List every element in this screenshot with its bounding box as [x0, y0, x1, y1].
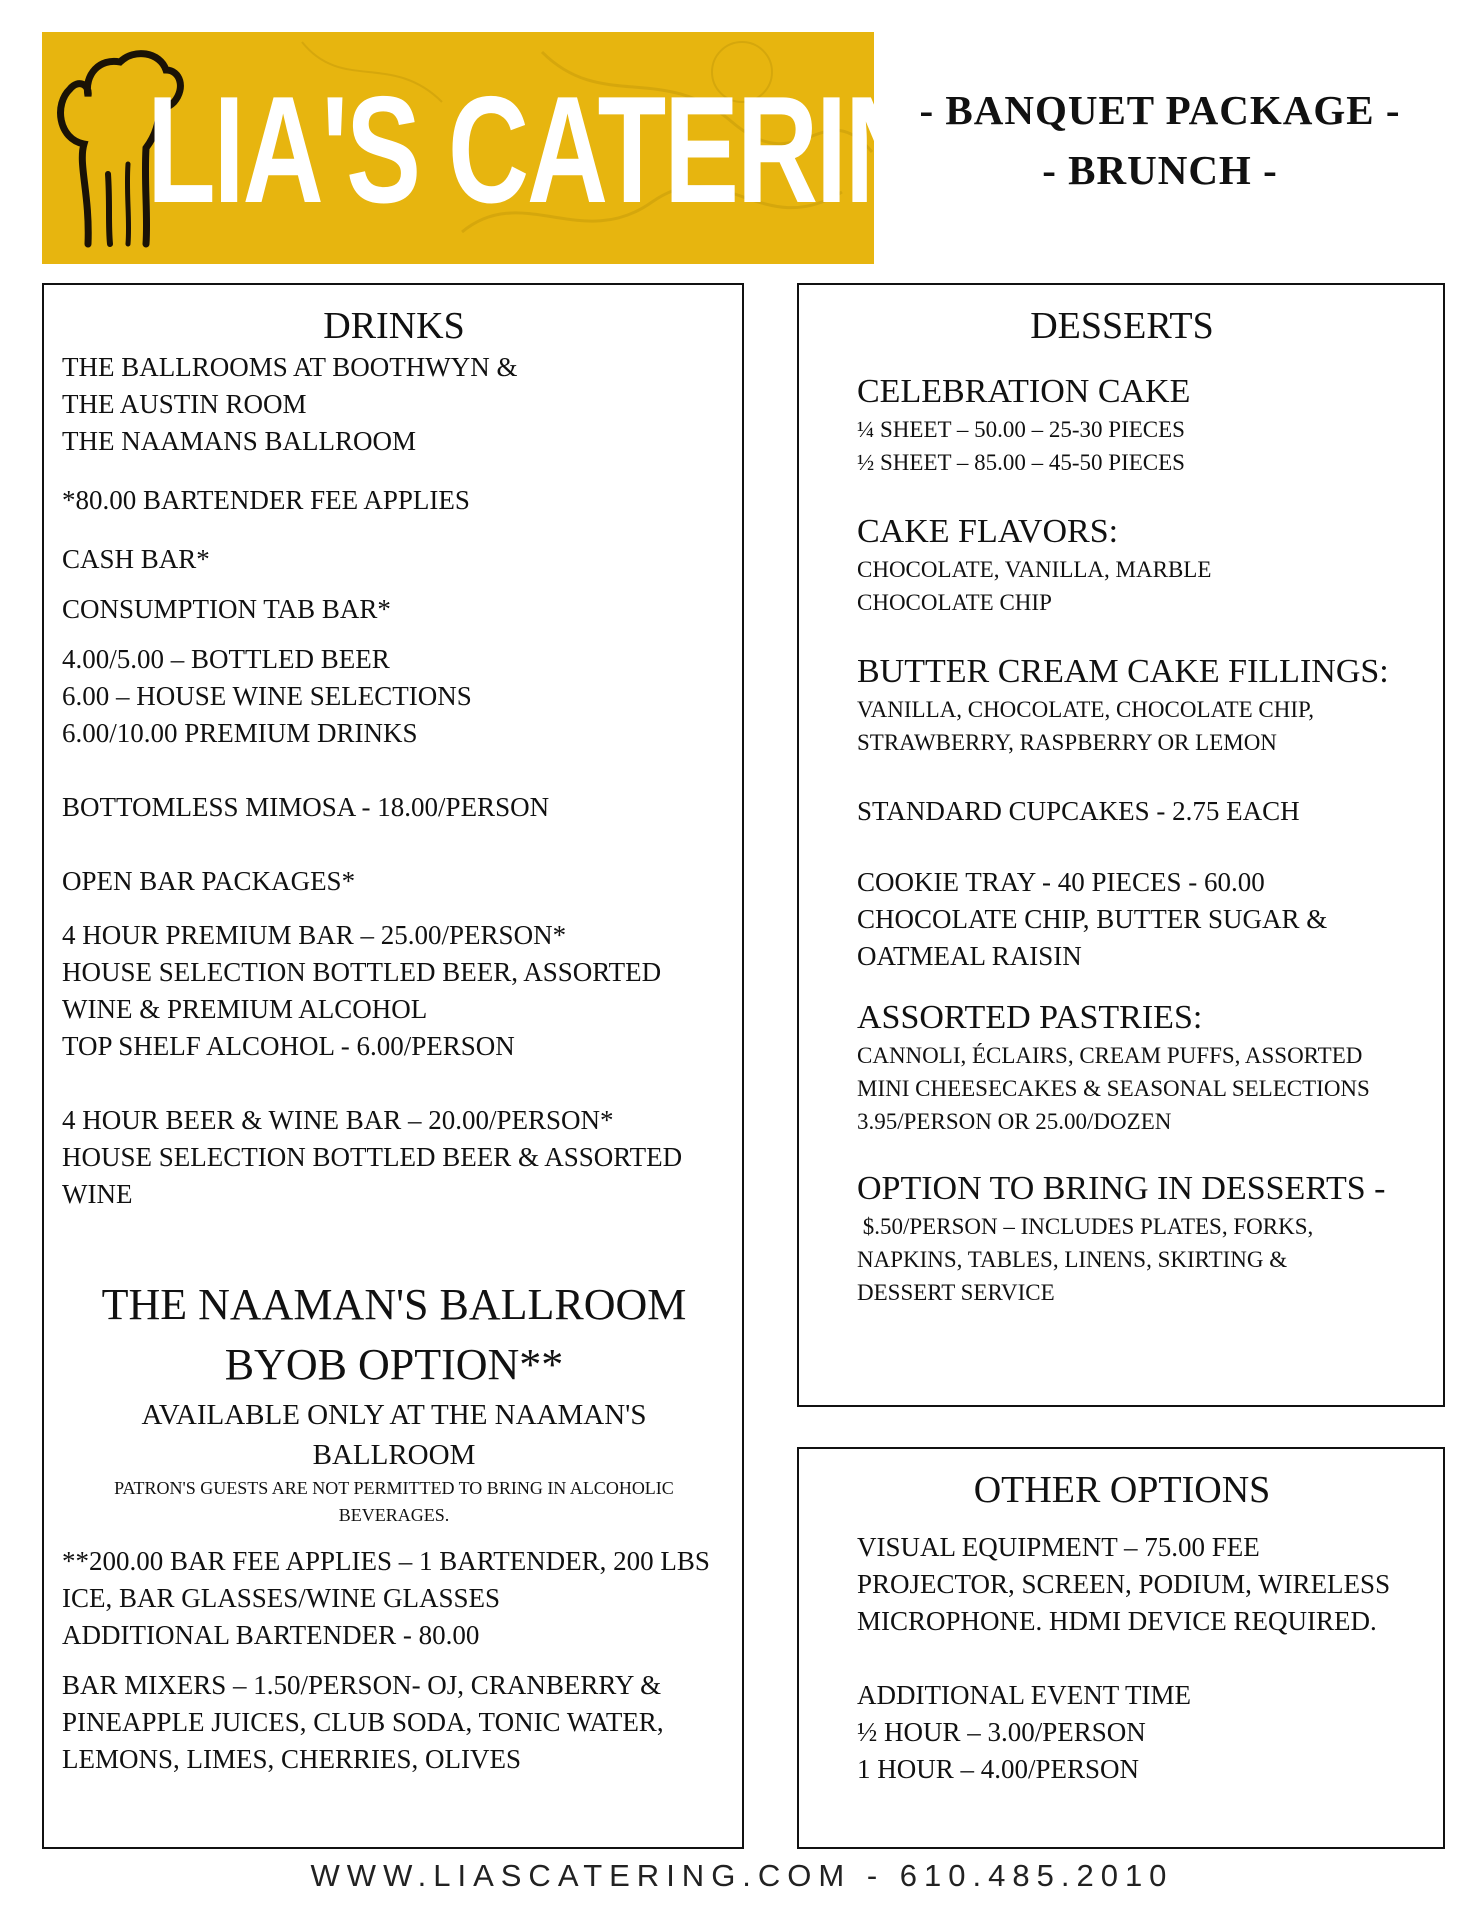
bring-desserts-line: $.50/PERSON – INCLUDES PLATES, FORKS, — [857, 1214, 1314, 1239]
beer-wine-bar-line: WINE — [62, 1179, 133, 1209]
byob-availability: BALLROOM — [312, 1439, 476, 1471]
premium-bar-line: HOUSE SELECTION BOTTLED BEER, ASSORTED — [62, 957, 662, 987]
beer-wine-bar-line: 4 HOUR BEER & WINE BAR – 20.00/PERSON* — [62, 1105, 614, 1135]
premium-bar-line: WINE & PREMIUM ALCOHOL — [62, 994, 428, 1024]
event-time-line: 1 HOUR – 4.00/PERSON — [857, 1754, 1140, 1784]
mixers-line: PINEAPPLE JUICES, CLUB SODA, TONIC WATER, — [62, 1707, 664, 1737]
drinks-box — [42, 283, 744, 1849]
other-options-box — [797, 1447, 1445, 1849]
bring-desserts-heading: OPTION TO BRING IN DESSERTS - — [857, 1170, 1386, 1207]
byob-title: THE NAAMAN'S BALLROOM — [101, 1280, 687, 1329]
cake-flavors-line: CHOCOLATE CHIP — [857, 590, 1052, 615]
byob-fee-line: **200.00 BAR FEE APPLIES – 1 BARTENDER, 200 LBS — [62, 1546, 710, 1576]
logo-text: LIA'S CATERING — [147, 65, 1010, 235]
drink-price-line: 6.00/10.00 PREMIUM DRINKS — [62, 718, 418, 748]
byob-fee-line: ADDITIONAL BARTENDER - 80.00 — [62, 1620, 480, 1650]
mimosa-line: BOTTOMLESS MIMOSA - 18.00/PERSON — [62, 792, 550, 822]
desserts-title: DESSERTS — [1030, 305, 1214, 347]
cookie-tray-line: OATMEAL RAISIN — [857, 941, 1082, 971]
pastries-heading: ASSORTED PASTRIES: — [857, 999, 1203, 1036]
fillings-line: VANILLA, CHOCOLATE, CHOCOLATE CHIP, — [857, 697, 1315, 722]
drink-price-line: 4.00/5.00 – BOTTLED BEER — [62, 644, 390, 674]
fillings-line: STRAWBERRY, RASPBERRY OR LEMON — [857, 730, 1277, 755]
cake-price-line: ¼ SHEET – 50.00 – 25-30 PIECES — [857, 417, 1185, 442]
cookie-tray-line: CHOCOLATE CHIP, BUTTER SUGAR & — [857, 904, 1328, 934]
byob-availability: AVAILABLE ONLY AT THE NAAMAN'S — [141, 1399, 647, 1431]
cookie-tray-line: COOKIE TRAY - 40 PIECES - 60.00 — [857, 867, 1265, 897]
pastries-line: 3.95/PERSON OR 25.00/DOZEN — [857, 1109, 1172, 1134]
venue-line: THE BALLROOMS AT BOOTHWYN & — [62, 352, 518, 382]
premium-bar-line: TOP SHELF ALCOHOL - 6.00/PERSON — [62, 1031, 515, 1061]
venue-line: THE NAAMANS BALLROOM — [62, 426, 417, 456]
cash-bar: CASH BAR* — [62, 544, 210, 574]
cupcakes-line: STANDARD CUPCAKES - 2.75 EACH — [857, 796, 1300, 826]
banquet-package-title: - BANQUET PACKAGE - — [919, 87, 1401, 133]
byob-fee-line: ICE, BAR GLASSES/WINE GLASSES — [62, 1583, 501, 1613]
bartender-fee: *80.00 BARTENDER FEE APPLIES — [62, 485, 470, 515]
brunch-title: - BRUNCH - — [1042, 147, 1278, 193]
mixers-line: LEMONS, LIMES, CHERRIES, OLIVES — [62, 1744, 522, 1774]
premium-bar-line: 4 HOUR PREMIUM BAR – 25.00/PERSON* — [62, 920, 567, 950]
event-time-line: ½ HOUR – 3.00/PERSON — [857, 1717, 1146, 1747]
visual-equipment-line: MICROPHONE. HDMI DEVICE REQUIRED. — [857, 1606, 1377, 1636]
mixers-line: BAR MIXERS – 1.50/PERSON- OJ, CRANBERRY & — [62, 1670, 662, 1700]
drinks-title: DRINKS — [323, 305, 465, 347]
pastries-line: MINI CHEESECAKES & SEASONAL SELECTIONS — [857, 1076, 1370, 1101]
cake-price-line: ½ SHEET – 85.00 – 45-50 PIECES — [857, 450, 1185, 475]
footer-contact: WWW.LIASCATERING.COM - 610.485.2010 — [310, 1858, 1174, 1893]
fillings-heading: BUTTER CREAM CAKE FILLINGS: — [857, 653, 1389, 690]
desserts-box — [797, 283, 1445, 1407]
cake-flavors-line: CHOCOLATE, VANILLA, MARBLE — [857, 557, 1212, 582]
visual-equipment-line: PROJECTOR, SCREEN, PODIUM, WIRELESS — [857, 1569, 1391, 1599]
cake-flavors-heading: CAKE FLAVORS: — [857, 513, 1119, 550]
celebration-cake-heading: CELEBRATION CAKE — [857, 373, 1191, 410]
consumption-bar: CONSUMPTION TAB BAR* — [62, 594, 391, 624]
byob-title: BYOB OPTION** — [224, 1340, 564, 1389]
venue-line: THE AUSTIN ROOM — [62, 389, 307, 419]
bring-desserts-line: NAPKINS, TABLES, LINENS, SKIRTING & — [857, 1247, 1288, 1272]
logo — [42, 32, 1010, 264]
beer-wine-bar-line: HOUSE SELECTION BOTTLED BEER & ASSORTED — [62, 1142, 683, 1172]
visual-equipment-line: VISUAL EQUIPMENT – 75.00 FEE — [857, 1532, 1260, 1562]
event-time-line: ADDITIONAL EVENT TIME — [857, 1680, 1191, 1710]
drink-price-line: 6.00 – HOUSE WINE SELECTIONS — [62, 681, 472, 711]
byob-note: PATRON'S GUESTS ARE NOT PERMITTED TO BRING IN ALCOHOLIC BEVERAGES. — [114, 1478, 674, 1525]
other-options-title: OTHER OPTIONS — [973, 1469, 1271, 1511]
pastries-line: CANNOLI, ÉCLAIRS, CREAM PUFFS, ASSORTED — [857, 1043, 1363, 1068]
bring-desserts-line: DESSERT SERVICE — [857, 1280, 1055, 1305]
open-bar-title: OPEN BAR PACKAGES* — [62, 866, 356, 896]
